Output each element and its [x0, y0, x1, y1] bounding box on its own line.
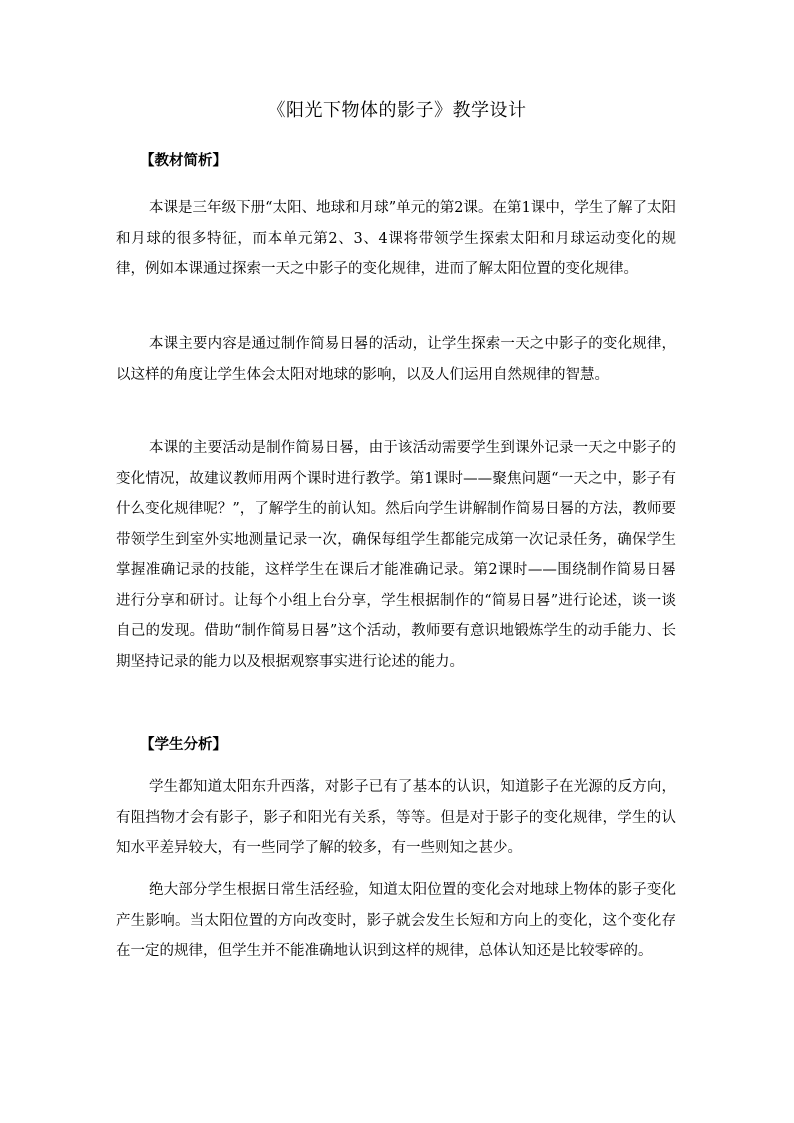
paragraph-textbook-analysis-2: 本课主要内容是通过制作简易日晷的活动，让学生探索一天之中影子的变化规律，以这样的角度让学生体会太阳对地球的影响，以及人们运用自然规律的智慧。 — [116, 336, 676, 383]
section-heading-textbook-analysis: 【教材简析】 — [140, 153, 227, 169]
paragraph-student-analysis-2: 绝大部分学生根据日常生活经验，知道太阳位置的变化会对地球上物体的影子变化产生影响。当太阳位置的方向改变时，影子就会发生长短和方向上的变化，这个变化存在一定的规律，但学生并不能准确地认识到这样的规律，总体认知还是比较零碎的。 — [116, 882, 676, 959]
paragraph-student-analysis-1: 学生都知道太阳东升西落，对影子已有了基本的认识，知道影子在光源的反方向，有阻挡物才会有影子，影子和阳光有关系，等等。但是对于影子的变化规律，学生的认知水平差异较大，有一些同学了解的较多，有一些则知之甚少。 — [116, 779, 676, 856]
document-title: 《阳光下物体的影子》教学设计 — [267, 100, 527, 121]
paragraph-textbook-analysis-1: 本课是三年级下册“太阳、地球和月球”单元的第2课。在第1课中，学生了解了太阳和月球的很多特征，而本单元第2、3、4课将带领学生探索太阳和月球运动变化的规律，例如本课通过探索一天之中影子的变化规律，进而了解太阳位置的变化规律。 — [116, 200, 676, 277]
paragraph-textbook-analysis-3: 本课的主要活动是制作简易日晷，由于该活动需要学生到课外记录一天之中影子的变化情况，故建议教师用两个课时进行教学。第1课时——聚焦问题“一天之中，影子有什么变化规律呢？”，了解学生的前认知。然后向学生讲解制作简易日晷的方法，教师要带领学生到室外实地测量记录一次，确保每组学生都能完成第一次记录任务，确保学生掌握准确记录的技能，这样学生在课后才能准确记录。第2课时——围绕制作简易日晷进行分享和研讨。让每个小组上台分享，学生根据制作的“简易日晷”进行论述，谈一谈自己的发现。借助“制作简易日晷”这个活动，教师要有意识地锻炼学生的动手能力、长期坚持记录的能力以及根据观察事实进行论述的能力。 — [116, 440, 676, 670]
section-heading-student-analysis: 【学生分析】 — [140, 737, 227, 753]
